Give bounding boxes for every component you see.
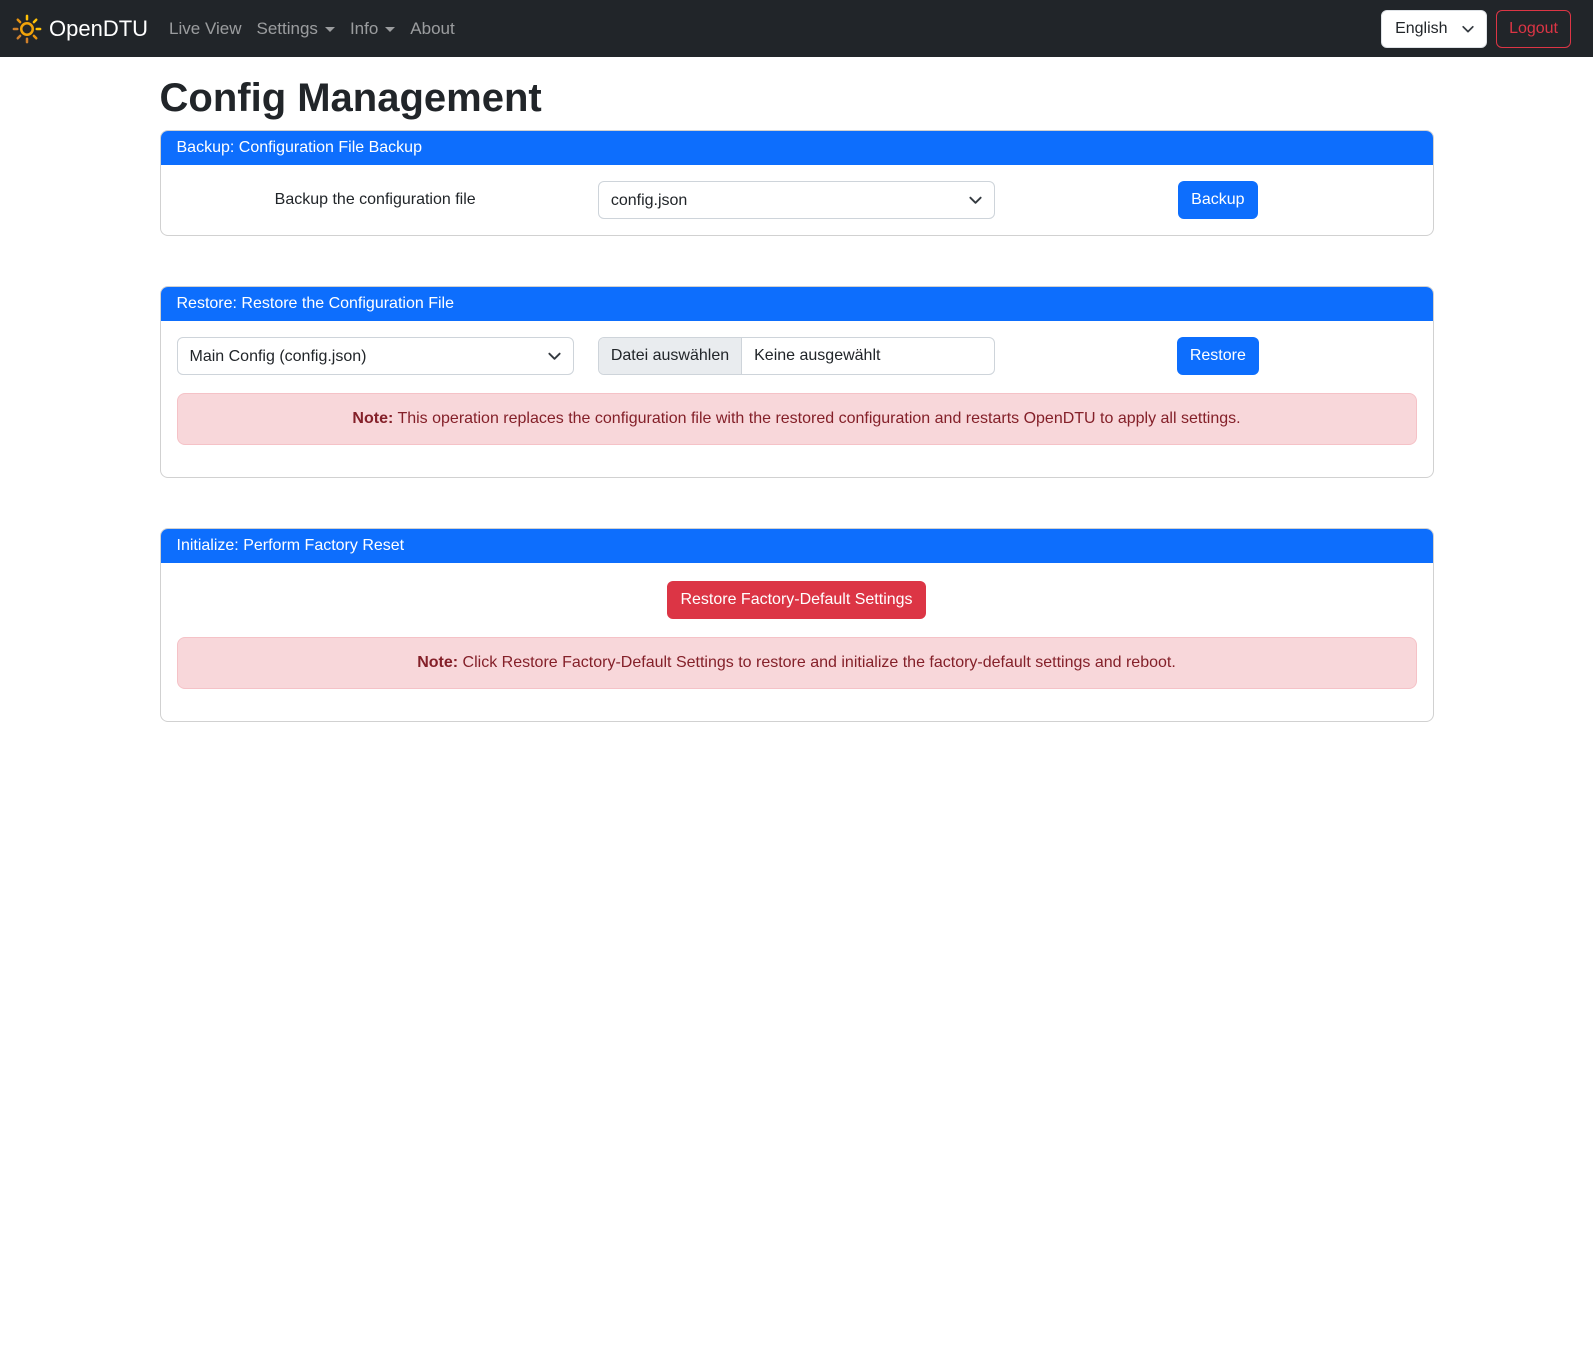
language-select-wrap [1381,10,1487,48]
brand-label: OpenDTU [49,15,149,41]
logout-button[interactable]: Logout [1496,10,1571,48]
factory-reset-button[interactable]: Restore Factory-Default Settings [667,581,925,619]
caret-down-icon [325,27,335,32]
nav-item-about[interactable] [410,19,454,39]
backup-file-label: Backup the configuration file [274,191,476,208]
nav-item-live-view-label: Live View [169,18,242,38]
note-text: Click Restore Factory-Default Settings to restore and initialize the factory-default settings and reboot. [462,654,1176,671]
restore-note-alert [177,393,1417,445]
restore-file-input[interactable] [598,337,995,375]
backup-card [160,130,1434,236]
backup-card-header: Backup: Configuration File Backup [161,131,1433,165]
main-content [160,74,1434,722]
nav-item-settings[interactable] [257,19,335,39]
restore-config-select[interactable] [177,337,574,375]
backup-file-select-wrap [598,181,995,219]
navbar-right [1381,10,1571,48]
caret-down-icon [385,27,395,32]
nav-item-info-label: Info [349,18,379,38]
page-title: Config Management [159,76,542,120]
restore-config-select-wrap [177,337,574,375]
note-label: Note: [417,654,459,671]
restore-card-body [161,321,1433,477]
nav-item-live-view[interactable] [169,19,241,39]
file-status-text: Keine ausgewählt [754,347,881,364]
factory-note-alert [177,637,1417,689]
note-label: Note: [352,410,394,427]
factory-card-header: Initialize: Perform Factory Reset [161,529,1433,563]
factory-reset-card [160,528,1434,722]
nav-links [169,19,455,39]
factory-card-body [161,563,1433,721]
brand-link[interactable] [12,14,148,44]
navbar [0,0,1593,57]
nav-item-about-label: About [410,18,455,38]
sun-icon [12,14,42,44]
backup-button[interactable]: Backup [1178,181,1257,219]
restore-card-header: Restore: Restore the Configuration File [161,287,1433,321]
nav-item-info[interactable] [350,19,395,39]
restore-button[interactable]: Restore [1177,337,1259,375]
backup-file-select[interactable] [598,181,995,219]
note-text: This operation replaces the configuration file with the restored configuration and restarts OpenDTU to apply all settings. [397,410,1241,427]
language-select[interactable] [1381,10,1487,48]
nav-item-settings-label: Settings [256,18,318,38]
file-choose-button[interactable]: Datei auswählen [599,338,742,374]
restore-card [160,286,1434,478]
backup-card-body [161,165,1433,235]
